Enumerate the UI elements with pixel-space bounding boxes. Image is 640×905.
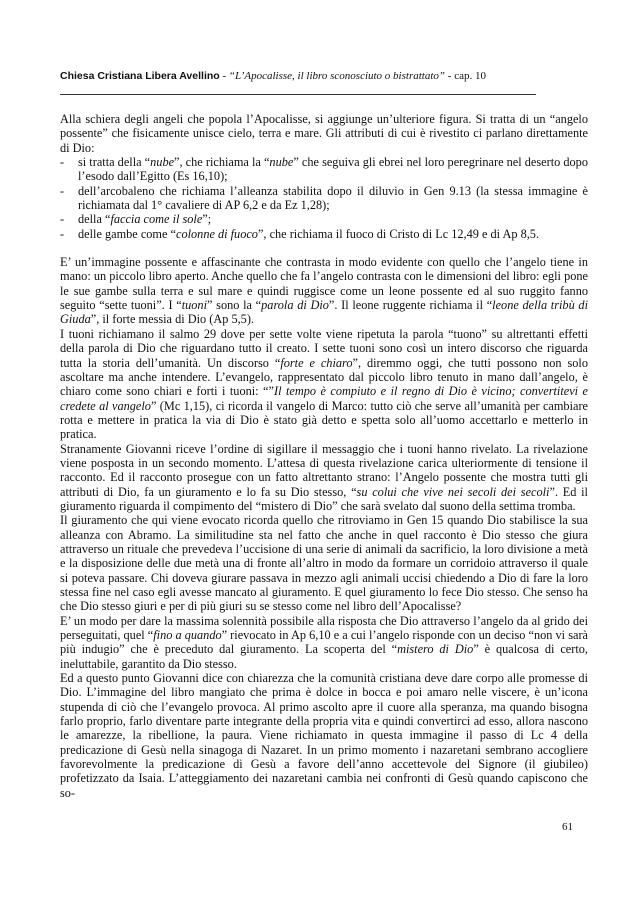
header-separator: - — [219, 70, 229, 82]
document-body — [60, 112, 588, 800]
list-dash: - — [60, 183, 65, 198]
list-text: della “ — [78, 212, 111, 227]
list-text: ”, che richiama il fuoco di Cristo di Lc 12,49 e di Ap 8,5. — [257, 226, 540, 241]
list-item — [60, 184, 588, 213]
list-dash: - — [60, 212, 65, 227]
list-text: delle gambe come “ — [78, 226, 176, 241]
paragraph: Il giuramento che qui viene evocato ricorda quello che ritroviamo in Gen 15 quando Dio stabilisce la sua alleanza con Abramo. La similitudine sta nel fatto che anche in quel racconto è Dio stesso che giura attraverso un rituale che prevedeva l’uccisione di una serie di animali da sacrificio, la loro divisione a metà e la disposizione delle due metà una di fronte all’altro in modo da formare un corridoio attraverso il quale si poteva passare. Chi doveva giurare passava in mezzo agli animali uccisi chiedendo a Dio di fare la loro stessa fine nel caso egli avesse mancato al giuramento. E quel giuramento lo fece Dio stesso. Che senso ha che Dio stesso giuri e per di più giuri su se stesso come nel libro dell’Apocalisse? — [60, 513, 588, 614]
header-organization: Chiesa Cristiana Libera Avellino — [60, 70, 220, 82]
paragraph: Stranamente Giovanni riceve l’ordine di sigillare il messaggio che i tuoni hanno rivelato. La rivelazione viene posposta in un secondo momento. L’attesa di questa rivelazione carica ulteriormente di tensione il racconto. Ed il racconto prosegue con un fatto altrettanto strano: l’Angelo possente che mostra tutti gli attributi di Dio, fa un giuramento e lo fa su Dio stesso, “su colui che vive nei secoli dei secoli”. Ed il giuramento riguarda il compimento del “mistero di Dio” che sarà svelato dal suono della settima tromba. — [60, 441, 588, 513]
list-italic: faccia come il sole — [110, 212, 203, 227]
list-text: ”; — [202, 212, 212, 227]
list-italic: nube — [150, 155, 175, 170]
paragraph: E’ un modo per dare la massima solennità possibile alla risposta che Dio attraverso l’angelo da al grido dei perseguitati, quel “fino a quando” rievocato in Ap 6,10 e a cui l’angelo risponde con un deciso “non vi sarà più indugio” che è preceduto dal giuramento. La scoperta del “mistero di Dio” è qualcosa di certo, ineluttabile, garantito da Dio stesso. — [60, 613, 588, 671]
list-item — [60, 212, 588, 226]
intro-paragraph: Alla schiera degli angeli che popola l’Apocalisse, si aggiunge un’ulteriore figura. Si tratta di un “angelo possente” che fisicamente unisce cielo, terra e mare. Gli attributi di cui è rivestito ci parlano direttamente di Dio: — [60, 112, 588, 155]
list-item — [60, 155, 588, 184]
list-text: dell’arcobaleno che richiama l’alleanza stabilita dopo il diluvio in Gen 9.13 (la stessa immagine è richiamata dal 1° cavaliere di AP 6,2 e da Ez 1,28); — [78, 183, 588, 213]
list-text: ” che seguiva gli ebrei nel loro peregrinare nel deserto dopo l’esodo dall’Egitto (Es 16,10); — [78, 155, 588, 184]
paragraph: I tuoni richiamano il salmo 29 dove per sette volte viene ripetuta la parola “tuono” su altrettanti effetti della parola di Dio che riguardano tutto il creato. I sette tuoni sono così un intero discorso che riguarda tutta la storia dell’umanità. Un discorso “forte e chiaro”, diremmo oggi, che tutti possono non solo ascoltare ma anche intendere. L’evangelo, rappresentato dal piccolo libro tenuto in mano dall’angelo, è chiaro come sono chiari e forti i tuoni: “”Il tempo è compiuto e il regno di Dio è vicino; convertitevi e credete al vangelo” (Mc 1,15), ci ricorda il vangelo di Marco: tutto ciò che serve all’umanità per cambiare rotta e mettere in pratica la via di Dio è stato già detto e spetta solo all’uomo accettarlo e metterlo in pratica. — [60, 326, 589, 442]
list-item — [60, 227, 588, 241]
list-text: ”, che richiama la “ — [174, 155, 270, 170]
header-chapter: - cap. 10 — [445, 70, 486, 82]
header-divider — [60, 94, 536, 95]
list-dash: - — [60, 155, 65, 170]
list-text: si tratta della “ — [78, 155, 151, 170]
list-italic: nube — [269, 155, 294, 170]
list-italic: colonne di fuoco — [176, 226, 258, 241]
page-header — [60, 70, 540, 83]
header-book-title: “L’Apocalisse, il libro sconosciuto o bistrattato” — [228, 70, 446, 82]
page-number: 61 — [562, 821, 573, 833]
paragraph: E’ un’immagine possente e affascinante che contrasta in modo evidente con quello che l’angelo tiene in mano: un piccolo libro aperto. Anche quello che fa l’angelo contrasta con le dimensioni del libro: egli pone le sue gambe sulla terra e sul mare e quindi ruggisce come un leone possente ed al suo ruggito fanno seguito “sette tuoni”. I “tuoni” sono la “parola di Dio”. Il leone ruggente richiama il “leone della tribù di Giuda”, il forte messia di Dio (Ap 5,5). — [60, 255, 588, 327]
paragraph-gap — [60, 241, 588, 255]
list-dash: - — [60, 226, 65, 241]
paragraph: Ed a questo punto Giovanni dice con chiarezza che la comunità cristiana deve dare corpo alle promesse di Dio. L’immagine del libro mangiato che prima è dolce in bocca e poi amaro nelle viscere, è un’icona stupenda di ciò che l’evangelo provoca. Al primo ascolto apre il cuore alla speranza, ma quando bisogna farlo proprio, farlo diventare parte integrante della propria vita e quindi convertirci ad esso, allora nascono le amarezze, la ribellione, la paura. Viene richiamato in questa immagine il passo di Lc 4 della predicazione di Gesù nella sinagoga di Nazaret. In un primo momento i nazaretani sembrano accogliere favorevolmente la predicazione di Gesù a favore dell’anno accettevole del Signore (il giubileo) profetizzato da Isaia. L’atteggiamento dei nazaretani cambia nei confronti di Gesù quando capiscono che so- — [60, 671, 588, 800]
